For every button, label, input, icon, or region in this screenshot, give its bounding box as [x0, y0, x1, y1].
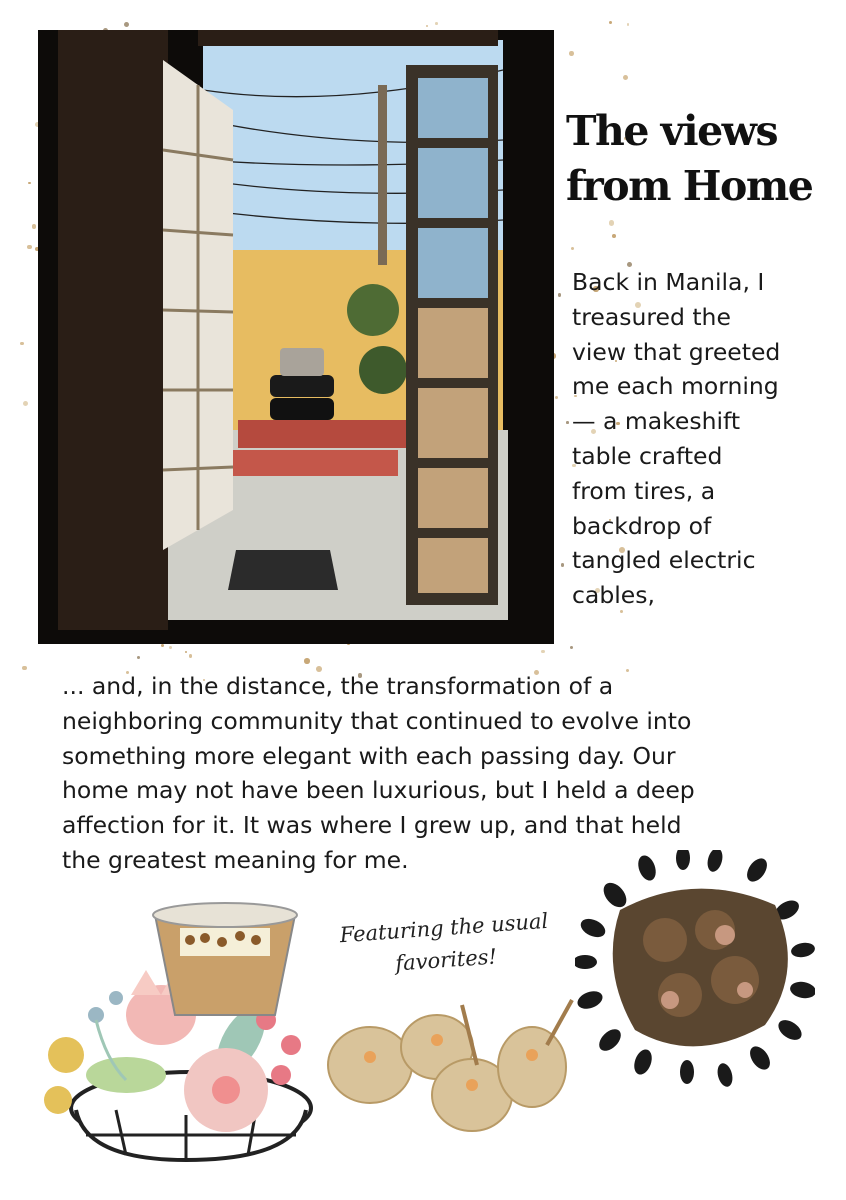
utility-pole — [378, 85, 387, 265]
body-line: affection for it. It was where I grew up, and that held — [62, 811, 682, 840]
body-line: neighboring community that continued to evolve into — [62, 706, 692, 735]
siomai-dumplings-photo — [322, 995, 582, 1140]
curtain — [58, 30, 168, 630]
body-line: the greatest meaning for me. — [62, 845, 409, 874]
intro-line: me each morning — [572, 372, 779, 401]
body-line: ... and, in the distance, the transformation of a — [62, 672, 614, 700]
intro-line: — a makeshift — [572, 407, 741, 436]
intro-paragraph — [572, 265, 832, 613]
page-title — [566, 104, 836, 214]
body-line: home may not have been luxurious, but I held a deep — [62, 776, 695, 805]
tire-table — [270, 375, 334, 397]
intro-line: backdrop of — [572, 511, 712, 540]
caption-line-2: favorites! — [394, 944, 498, 976]
body-line: something more elegant with each passing day. Our — [62, 741, 676, 770]
title-line-1: The views — [566, 107, 778, 155]
intro-line: view that greeted — [572, 337, 781, 366]
body-paragraph — [62, 669, 822, 878]
caption-line-1: Featuring the usual — [338, 908, 549, 948]
doormat — [228, 550, 338, 590]
intro-line: table crafted — [572, 441, 723, 470]
favorites-caption — [303, 902, 587, 985]
intro-line: Back in Manila, I — [572, 268, 765, 296]
doorway-photo — [38, 30, 554, 644]
intro-line: tangled electric — [572, 546, 756, 575]
halo-halo-cup-photo — [150, 900, 300, 1020]
adobo-dish-photo — [575, 850, 815, 1090]
intro-line: cables, — [572, 581, 655, 610]
intro-line: from tires, a — [572, 476, 716, 505]
title-line-2: from Home — [566, 162, 813, 210]
intro-line: treasured the — [572, 302, 731, 331]
